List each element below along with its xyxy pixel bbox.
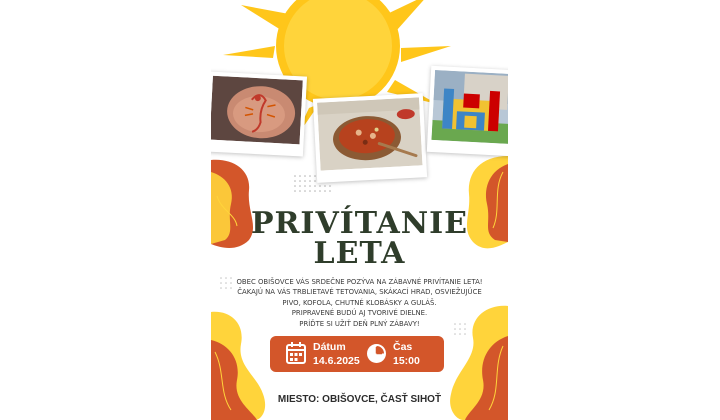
invitation-line: PRIPRAVENÉ BUDÚ AJ TVORIVÉ DIELNE. bbox=[291, 309, 428, 318]
event-location: MIESTO: OBIŠOVCE, ČASŤ SIHOŤ bbox=[277, 394, 442, 405]
invitation-line: PIVO, KOFOLA, CHUTNÉ KLOBÁSKY A GULÁŠ. bbox=[282, 298, 437, 307]
date-label: Dátum bbox=[313, 341, 346, 353]
invitation-line: OBEC OBIŠOVCE VÁS SRDEČNE POZÝVA NA ZÁBAVNÉ PRIVÍTANIE LETA! bbox=[236, 278, 483, 286]
time-value: 15:00 bbox=[393, 355, 420, 367]
photo-tattoo bbox=[211, 71, 307, 156]
invitation-text bbox=[221, 277, 498, 329]
photo-goulash bbox=[313, 93, 427, 183]
poster-title-line1: PRIVÍTANIE bbox=[250, 206, 469, 241]
event-info-bar bbox=[270, 336, 444, 372]
event-poster bbox=[211, 0, 508, 420]
date-value: 14.6.2025 bbox=[313, 355, 360, 367]
invitation-line: ČAKAJÚ NA VÁS TRBLIETAVÉ TETOVANIA, SKÁKACÍ HRAD, OSVIEŽUJÚCE bbox=[237, 288, 482, 297]
time-label: Čas bbox=[393, 341, 413, 353]
invitation-line: PRÍĎTE SI UŽIŤ DEŇ PLNÝ ZÁBAVY! bbox=[299, 319, 420, 328]
poster-title-line2: LETA bbox=[313, 236, 406, 271]
photo-bouncy-castle bbox=[427, 66, 508, 156]
clock-icon bbox=[366, 343, 387, 364]
calendar-icon bbox=[286, 342, 306, 364]
